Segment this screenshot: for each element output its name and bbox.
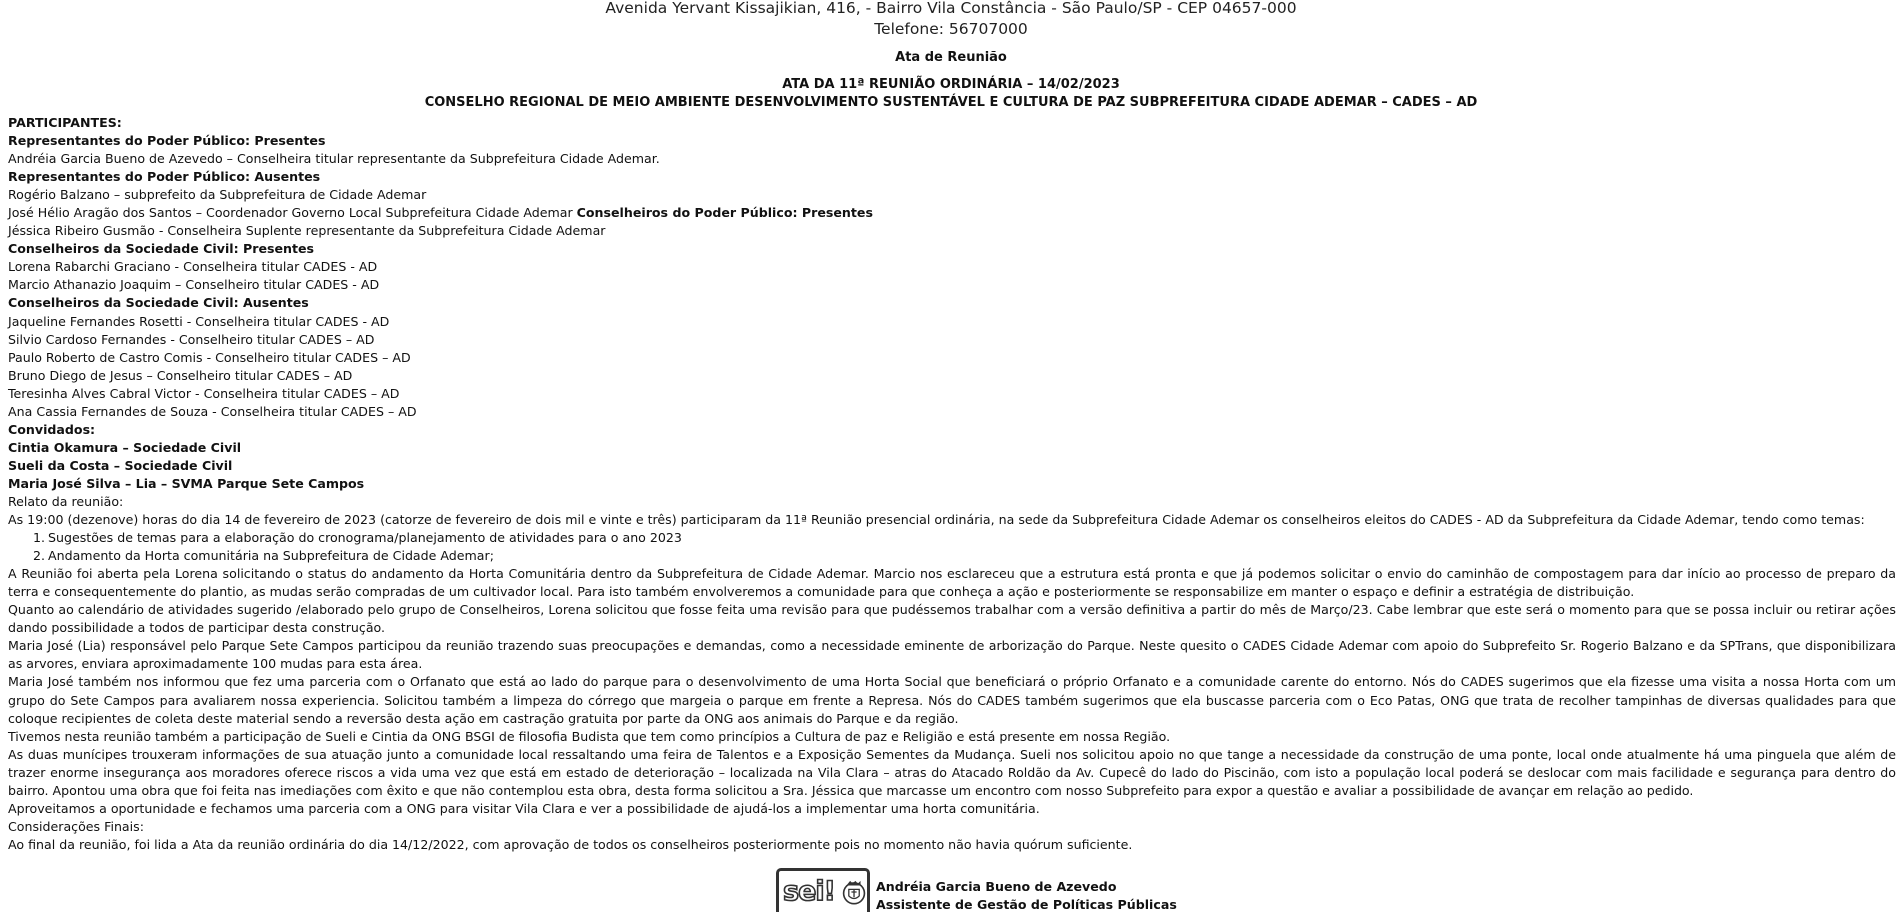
report-paragraph: As duas munícipes trouxeram informações de sua atuação junto a comunidade local ressaltando uma feira de Talentos e a Exposição Sementes da Mudança. Sueli nos solicitou apoio no que tange a necessidade da construção de uma ponte, local onde atualmente há uma pinguela que além de trazer enorme insegurança aos moradores oferece riscos a vida uma vez que está em estado de deterioração – localizada na Vila Clara – atras do Atacado Roldão da Av. Cupecê do lado do Piscinão, com isto a população local poderá se deslocar com mais facilidade e segurança para dentro do bairro. Apontou uma obra que foi feita nas imediações com êxito e que não contemplou esta obra, desta forma solicitou a Sra. Jéssica que marcasse um encontro com nosso Subprefeito para expor a questão e avaliar a possibilidade de avançar em relação ao pedido. <box>8 746 1896 798</box>
final-considerations-heading: Considerações Finais: <box>8 818 144 834</box>
section-heading: Conselheiros da Sociedade Civil: Presentes <box>8 241 315 257</box>
topic-number: 2. <box>33 548 46 564</box>
report-intro: As 19:00 (dezenove) horas do dia 14 de fevereiro de 2023 (catorze de fevereiro de dois mil e vinte e três) participaram da 11ª Reunião presencial ordinária, na sede da Subprefeitura Cidade Ademar os conselheiros eleitos do CADES - AD da Subprefeitura da Cidade Ademar, tendo como temas: <box>8 512 1865 528</box>
sei-logo <box>776 868 870 912</box>
participant-line: Teresinha Alves Cabral Victor - Conselheira titular CADES – AD <box>8 385 400 401</box>
guest-line: Maria José Silva – Lia – SVMA Parque Sete Campos <box>8 475 365 491</box>
section-heading: Representantes do Poder Público: Ausentes <box>8 169 321 185</box>
report-paragraph: Maria José (Lia) responsável pelo Parque Sete Campos participou da reunião trazendo suas preocupações e demandas, como a necessidade eminente de arborização do Parque. Neste quesito o CADES Cidade Ademar com apoio do Subprefeito Sr. Rogerio Balzano e da SPTrans, que disponibilizara as arvores, enviara aproximadamente 100 mudas para esta área. <box>8 638 1896 672</box>
participant-line <box>8 204 1896 222</box>
participant-line: Jaqueline Fernandes Rosetti - Conselheira titular CADES - AD <box>8 313 390 329</box>
address-line: Avenida Yervant Kissajikian, 416, - Bairro Vila Constância - São Paulo/SP - CEP 04657-000 <box>605 0 1297 17</box>
signature-block <box>776 868 1177 913</box>
sei-logo-text: sei! <box>783 876 835 907</box>
section-heading: Conselheiros do Poder Público: Presentes <box>576 205 873 221</box>
participant-line: Silvio Cardoso Fernandes - Conselheiro titular CADES – AD <box>8 331 375 347</box>
guest-line: Cintia Okamura – Sociedade Civil <box>8 439 242 455</box>
topic-text: Sugestões de temas para a elaboração do cronograma/planejamento de atividades para o ano 2023 <box>48 530 682 546</box>
participant-text: José Hélio Aragão dos Santos – Coordenador Governo Local Subprefeitura Cidade Ademar <box>8 205 577 221</box>
phone-line: Telefone: 56707000 <box>874 20 1028 38</box>
city-seal-icon <box>841 872 867 912</box>
report-heading: Relato da reunião: <box>8 493 124 509</box>
report-paragraph: Maria José também nos informou que fez uma parceria com o Orfanato que está ao lado do parque para o desenvolvimento de uma Horta Social que beneficiará o próprio Orfanato e a comunidade carente do entorno. Nós do CADES sugerimos que ela fizesse uma visita a nossa Horta com um grupo do Sete Campos para avaliarem nossa experiencia. Solicitou também a limpeza do córrego que margeia o parque em frente a Represa. Nós do CADES também sugerimos que ela buscasse parceria com o Eco Patas, ONG que trata de recolher tampinhas de diversas qualidades para que coloque recipientes de coleta deste material sendo a reversão desta ação em castração gratuita por parte da ONG aos animais do Parque e da região. <box>8 674 1896 726</box>
topic-item <box>8 529 1896 547</box>
meeting-title: ATA DA 11ª REUNIÃO ORDINÁRIA – 14/02/2023 <box>782 77 1120 92</box>
guests-heading: Convidados: <box>8 421 96 437</box>
section-heading: Conselheiros da Sociedade Civil: Ausentes <box>8 295 309 311</box>
final-considerations-text: Ao final da reunião, foi lida a Ata da reunião ordinária do dia 14/12/2022, com aprovação de todos os conselheiros posteriormente pois no momento não havia quórum suficiente. <box>8 836 1133 852</box>
signer-role: Assistente de Gestão de Políticas Públicas <box>876 897 1177 912</box>
report-paragraph: A Reunião foi aberta pela Lorena solicitando o status do andamento da Horta Comunitária dentro da Subprefeitura de Cidade Ademar. Marcio nos esclareceu que a estrutura está pronta e que já podemos solicitar o envio do caminhão de compostagem para dar início ao processo de preparo da terra e consequentemente do plantio, as mudas serão compradas de um cultivador local. Para isto também envolveremos a comunidade para que conheça a ação e posteriormente se responsabilize em manter o espaço e definir a estratégia de distribuição. <box>8 566 1896 600</box>
council-title: CONSELHO REGIONAL DE MEIO AMBIENTE DESENVOLVIMENTO SUSTENTÁVEL E CULTURA DE PAZ SUBPREFEITURA CIDADE ADEMAR – CADES – AD <box>424 95 1478 110</box>
participant-line: Andréia Garcia Bueno de Azevedo – Conselheira titular representante da Subprefeitura Cidade Ademar. <box>8 151 660 167</box>
report-paragraph: Tivemos nesta reunião também a participação de Sueli e Cintia da ONG BSGI de filosofia Budista que tem como princípios a Cultura de paz e Religião e está presente em nossa Região. <box>8 728 1171 744</box>
participant-line: Bruno Diego de Jesus – Conselheiro titular CADES – AD <box>8 367 353 383</box>
participant-line: Paulo Roberto de Castro Comis - Conselheiro titular CADES – AD <box>8 349 411 365</box>
signer-info <box>876 878 1177 914</box>
participant-line: Rogério Balzano – subprefeito da Subprefeitura de Cidade Ademar <box>8 187 427 203</box>
minutes-body <box>8 114 1896 854</box>
signer-name: Andréia Garcia Bueno de Azevedo <box>876 879 1117 894</box>
participant-line: Jéssica Ribeiro Gusmão - Conselheira Suplente representante da Subprefeitura Cidade Ademar <box>8 223 606 239</box>
topic-number: 1. <box>33 530 46 546</box>
topic-item <box>8 547 1896 565</box>
guest-line: Sueli da Costa – Sociedade Civil <box>8 457 233 473</box>
report-paragraph: Quanto ao calendário de atividades sugerido /elaborado pelo grupo de Conselheiros, Lorena solicitou que fosse feita uma revisão para que pudéssemos trabalhar com a versão definitiva a partir do mês de Março/23. Cabe lembrar que este será o momento para que se possa incluir ou retirar ações dando possibilidade a todos de participar desta construção. <box>8 602 1896 636</box>
participant-line: Marcio Athanazio Joaquim – Conselheiro titular CADES - AD <box>8 277 380 293</box>
participant-line: Ana Cassia Fernandes de Souza - Conselheira titular CADES – AD <box>8 403 417 419</box>
participants-heading: PARTICIPANTES: <box>8 115 122 130</box>
topic-text: Andamento da Horta comunitária na Subprefeitura de Cidade Ademar; <box>48 548 494 564</box>
document-title: Ata de Reunião <box>895 50 1007 65</box>
participant-line: Lorena Rabarchi Graciano - Conselheira titular CADES - AD <box>8 259 378 275</box>
report-paragraph: Aproveitamos a oportunidade e fechamos uma parceria com a ONG para visitar Vila Clara e ver a possibilidade de ajudá-los a implementar uma horta comunitária. <box>8 800 1040 816</box>
section-heading: Representantes do Poder Público: Presentes <box>8 133 326 149</box>
